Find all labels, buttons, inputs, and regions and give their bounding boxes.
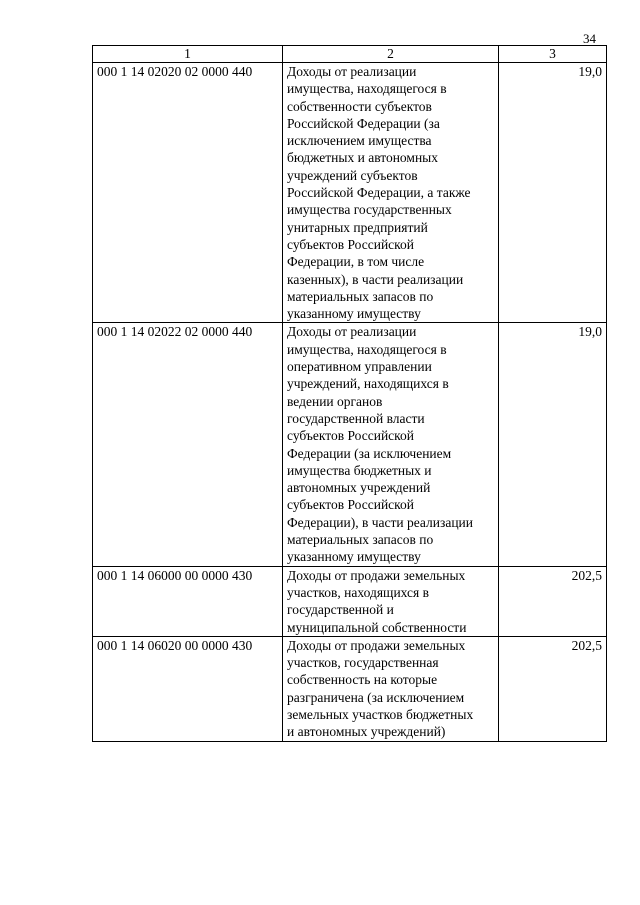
column-header-code: 1 bbox=[93, 46, 283, 63]
budget-code-cell: 000 1 14 06000 00 0000 430 bbox=[93, 566, 283, 636]
table-row bbox=[93, 566, 607, 636]
header-row bbox=[93, 46, 607, 63]
table-row bbox=[93, 63, 607, 323]
revenue-name-cell: Доходы от реализации имущества, находящегося в собственности субъектов Российской Федерации (за исключением имущества бюджетных и автономных учреждений субъектов Российской Федерации, а также имущества государственных унитарных предприятий субъектов Российской Федерации, в том числе казенных), в части реализации материальных запасов по указанному имуществу bbox=[283, 63, 499, 323]
table-row bbox=[93, 323, 607, 566]
column-header-amount: 3 bbox=[499, 46, 607, 63]
revenue-name-cell: Доходы от продажи земельных участков, государственная собственность на которые разграничена (за исключением земельных участков бюджетных и автономных учреждений) bbox=[283, 636, 499, 741]
column-header-name: 2 bbox=[283, 46, 499, 63]
revenue-name-cell: Доходы от продажи земельных участков, находящихся в государственной и муниципальной собственности bbox=[283, 566, 499, 636]
amount-cell: 19,0 bbox=[499, 63, 607, 323]
revenue-table bbox=[92, 45, 607, 742]
amount-cell: 202,5 bbox=[499, 566, 607, 636]
revenue-name-cell: Доходы от реализации имущества, находящегося в оперативном управлении учреждений, находящихся в ведении органов государственной власти субъектов Российской Федерации (за исключением имущества бюджетных и автономных учреждений субъектов Российской Федерации), в части реализации материальных запасов по указанному имуществу bbox=[283, 323, 499, 566]
page-number: 34 bbox=[583, 31, 596, 46]
amount-cell: 202,5 bbox=[499, 636, 607, 741]
table-row bbox=[93, 636, 607, 741]
budget-code-cell: 000 1 14 02020 02 0000 440 bbox=[93, 63, 283, 323]
amount-cell: 19,0 bbox=[499, 323, 607, 566]
budget-code-cell: 000 1 14 06020 00 0000 430 bbox=[93, 636, 283, 741]
budget-code-cell: 000 1 14 02022 02 0000 440 bbox=[93, 323, 283, 566]
